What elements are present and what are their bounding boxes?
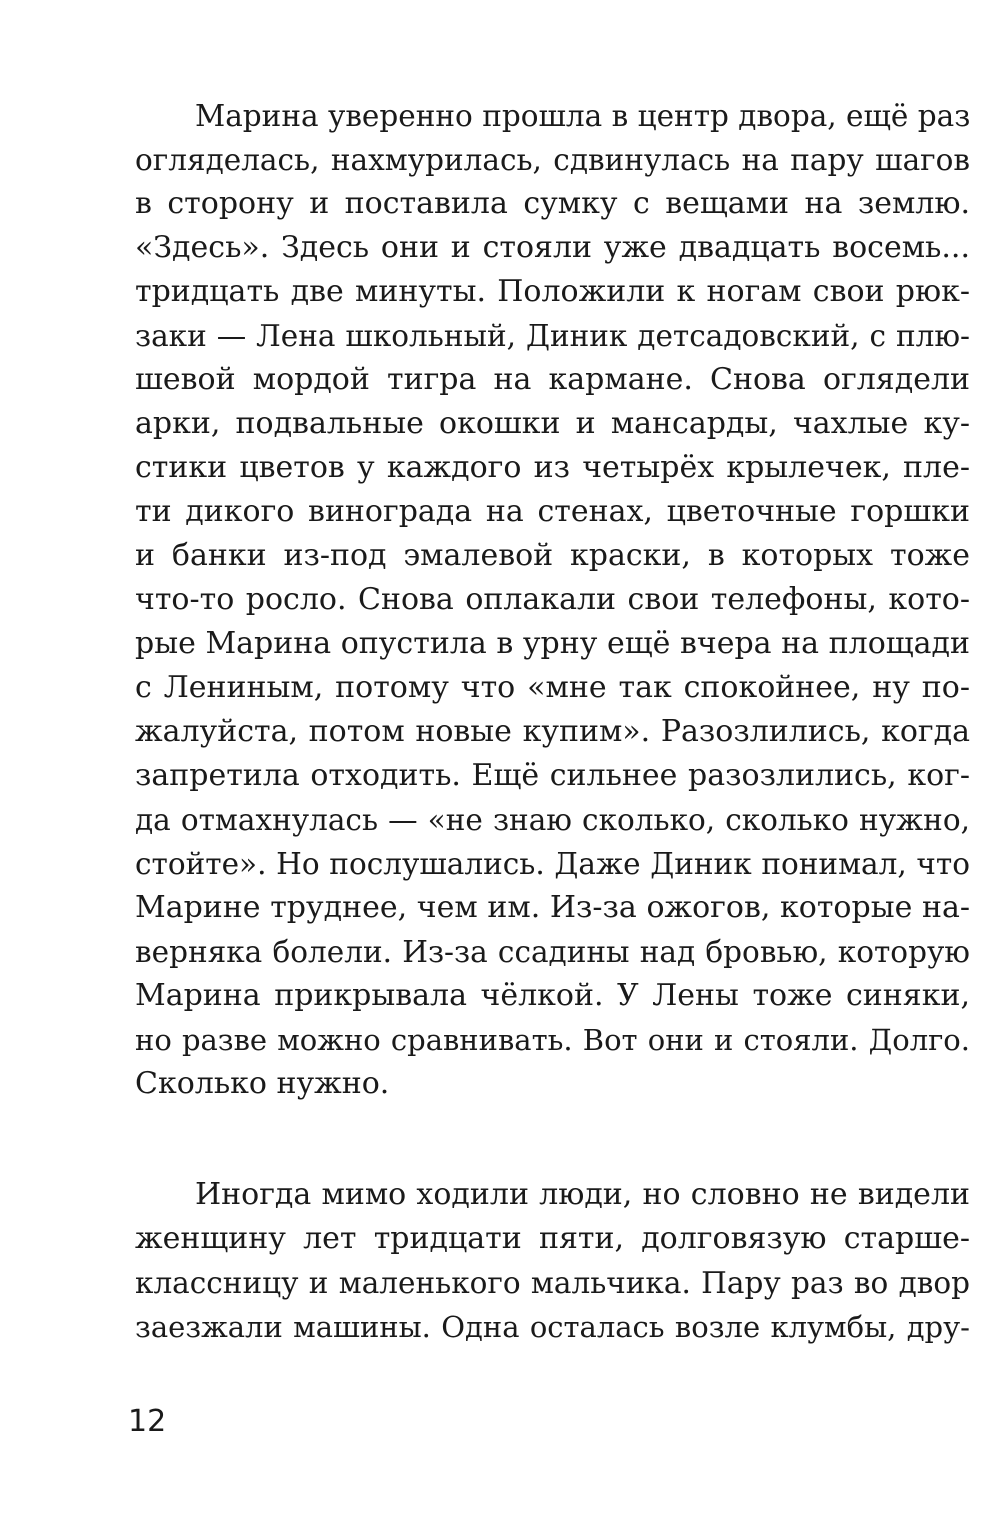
paragraph-line: да отмахнулась — «не знаю сколько, сколько нужно, — [135, 803, 970, 837]
paragraph-line: стики цветов у каждого из четырёх крылечек, пле- — [135, 450, 970, 485]
paragraph-line: Сколько нужно. — [135, 1066, 390, 1101]
paragraph-line: заки — Лена школьный, Диник детсадовский, с плю- — [135, 319, 970, 353]
paragraph-line: стойте». Но послушались. Даже Диник понимал, что — [135, 847, 970, 881]
paragraph-line: верняка болели. Из-за ссадины над бровью, которую — [135, 935, 970, 969]
paragraph-line: Марина прикрывала чёлкой. У Лены тоже синяки, — [135, 978, 970, 1013]
paragraph-line: запретила отходить. Ещё сильнее разозлились, ког- — [135, 758, 970, 793]
paragraph-line: классницу и маленького мальчика. Пару раз во двор — [135, 1266, 970, 1300]
paragraph-line: женщину лет тридцати пяти, долговязую старше- — [135, 1221, 970, 1256]
page-number: 12 — [128, 1404, 167, 1439]
paragraph-line: арки, подвальные окошки и мансарды, чахлые ку- — [135, 406, 970, 441]
paragraph-line: ти дикого винограда на стенах, цветочные горшки — [135, 494, 970, 529]
paragraph-line: тридцать две минуты. Положили к ногам свои рюк- — [135, 274, 970, 309]
paragraph-line: и банки из-под эмалевой краски, в которых тоже — [135, 538, 970, 573]
paragraph-line: Иногда мимо ходили люди, но словно не видели — [195, 1177, 970, 1212]
paragraph-line: в сторону и поставила сумку с вещами на землю. — [135, 186, 970, 221]
paragraph-line: жалуйста, потом новые купим». Разозлились, когда — [135, 714, 970, 749]
paragraph-line: заезжали машины. Одна осталась возле клумбы, дру- — [135, 1310, 970, 1344]
paragraph-line: что-то росло. Снова оплакали свои телефоны, кото- — [135, 582, 970, 617]
paragraph-line: Марине труднее, чем им. Из-за ожогов, которые на- — [135, 890, 970, 925]
paragraph-line: с Лениным, потому что «мне так спокойнее, ну по- — [135, 670, 970, 705]
paragraph-line: но разве можно сравнивать. Вот они и стояли. Долго. — [135, 1023, 970, 1057]
paragraph-line: рые Марина опустила в урну ещё вчера на площади — [135, 626, 970, 661]
paragraph-line: огляделась, нахмурилась, сдвинулась на пару шагов — [135, 143, 970, 177]
paragraph-line: шевой мордой тигра на кармане. Снова оглядели — [135, 362, 970, 397]
paragraph-line: Марина уверенно прошла в центр двора, ещё раз — [195, 99, 971, 133]
paragraph-line: «Здесь». Здесь они и стояли уже двадцать восемь... — [135, 230, 970, 265]
